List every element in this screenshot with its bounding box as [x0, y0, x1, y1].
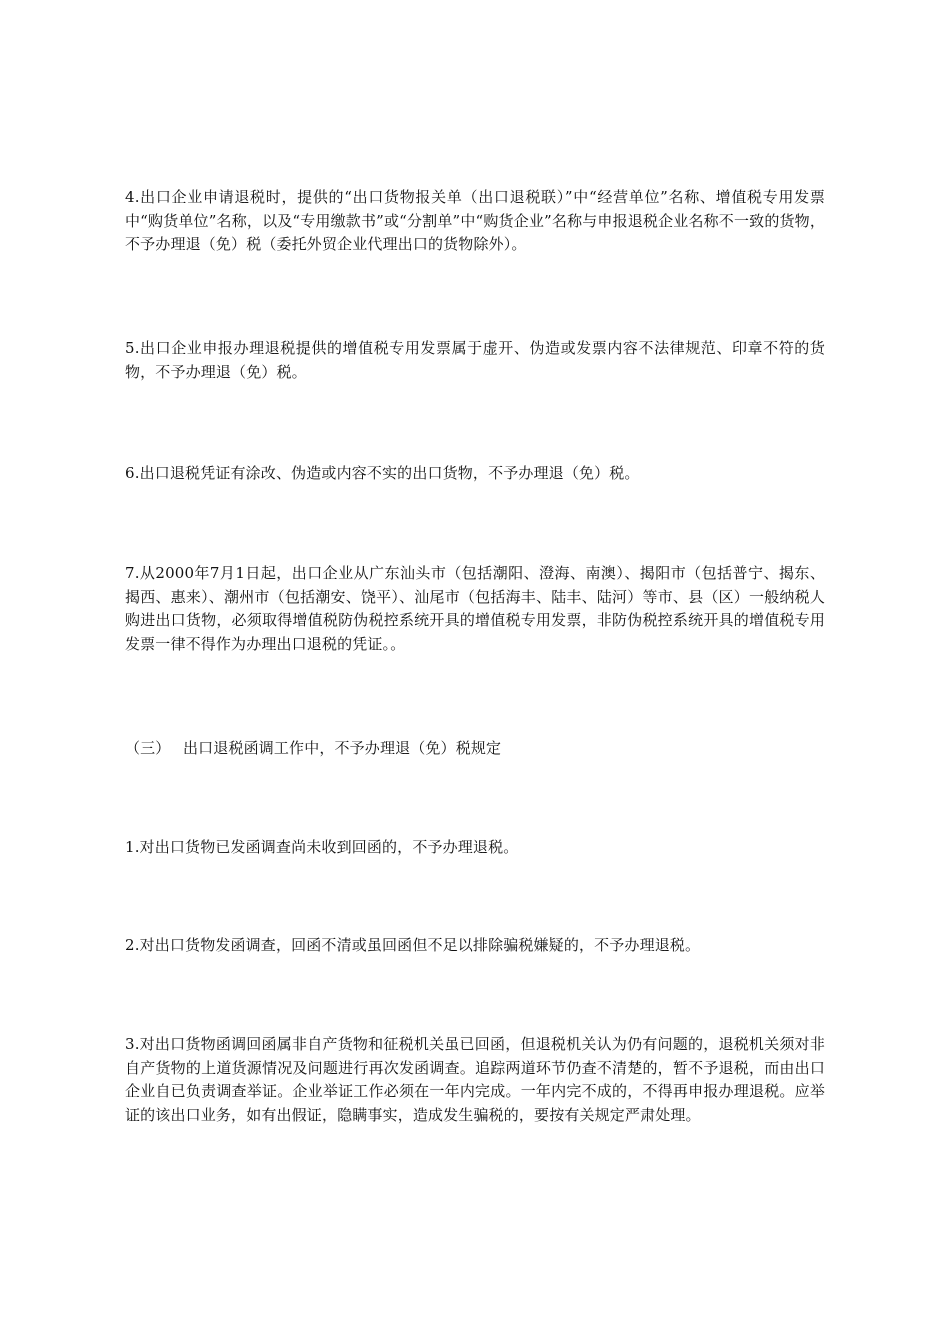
- paragraph-item-6: 6.出口退税凭证有涂改、伪造或内容不实的出口货物，不予办理退（免）税。: [125, 464, 640, 482]
- section-title: 出口退税函调工作中，不予办理退（免）税规定: [183, 739, 502, 757]
- rule-item-1: 1.对出口货物已发函调查尚未收到回函的，不予办理退税。: [125, 838, 519, 856]
- rule-item-3: 3.对出口货物函调回函属非自产货物和征税机关虽已回函，但退税机关认为仍有问题的，退税机关须对非自产货物的上道货源情况及问题进行再次发函调查。追踪两道环节仍查不清楚的，暂不予退税，而由出口企业自已负责调查举证。企业举证工作必须在一年内完成。一年内完不成的，不得再申报办理退税。应举证的该出口业务，如有出假证，隐瞒事实，造成发生骗税的，要按有关规定严肃处理。: [125, 1035, 825, 1124]
- section-heading: [125, 737, 825, 761]
- paragraph-item-5: 5.出口企业申报办理退税提供的增值税专用发票属于虚开、伪造或发票内容不法律规范、印章不符的货物，不予办理退（免）税。: [125, 339, 825, 381]
- section-number: （三）: [125, 739, 171, 757]
- rule-item-2: 2.对出口货物发函调查，回函不清或虽回函但不足以排除骗税嫌疑的，不予办理退税。: [125, 936, 701, 954]
- paragraph-item-7: 7.从2000年7月1日起，出口企业从广东汕头市（包括潮阳、澄海、南澳）、揭阳市（包括普宁、揭东、揭西、惠来）、潮州市（包括潮安、饶平）、汕尾市（包括海丰、陆丰、陆河）等市、县（区）一般纳税人购进出口货物，必须取得增值税防伪税控系统开具的增值税专用发票，非防伪税控系统开具的增值税专用发票一律不得作为办理出口退税的凭证。。: [125, 564, 825, 653]
- paragraph-item-4: 4.出口企业申请退税时，提供的“出口货物报关单（出口退税联）”中“经营单位”名称、增值税专用发票中“购货单位”名称，以及“专用缴款书”或“分割单”中“购货企业”名称与申报退税企业名称不一致的货物，不予办理退（免）税（委托外贸企业代理出口的货物除外）。: [125, 188, 825, 253]
